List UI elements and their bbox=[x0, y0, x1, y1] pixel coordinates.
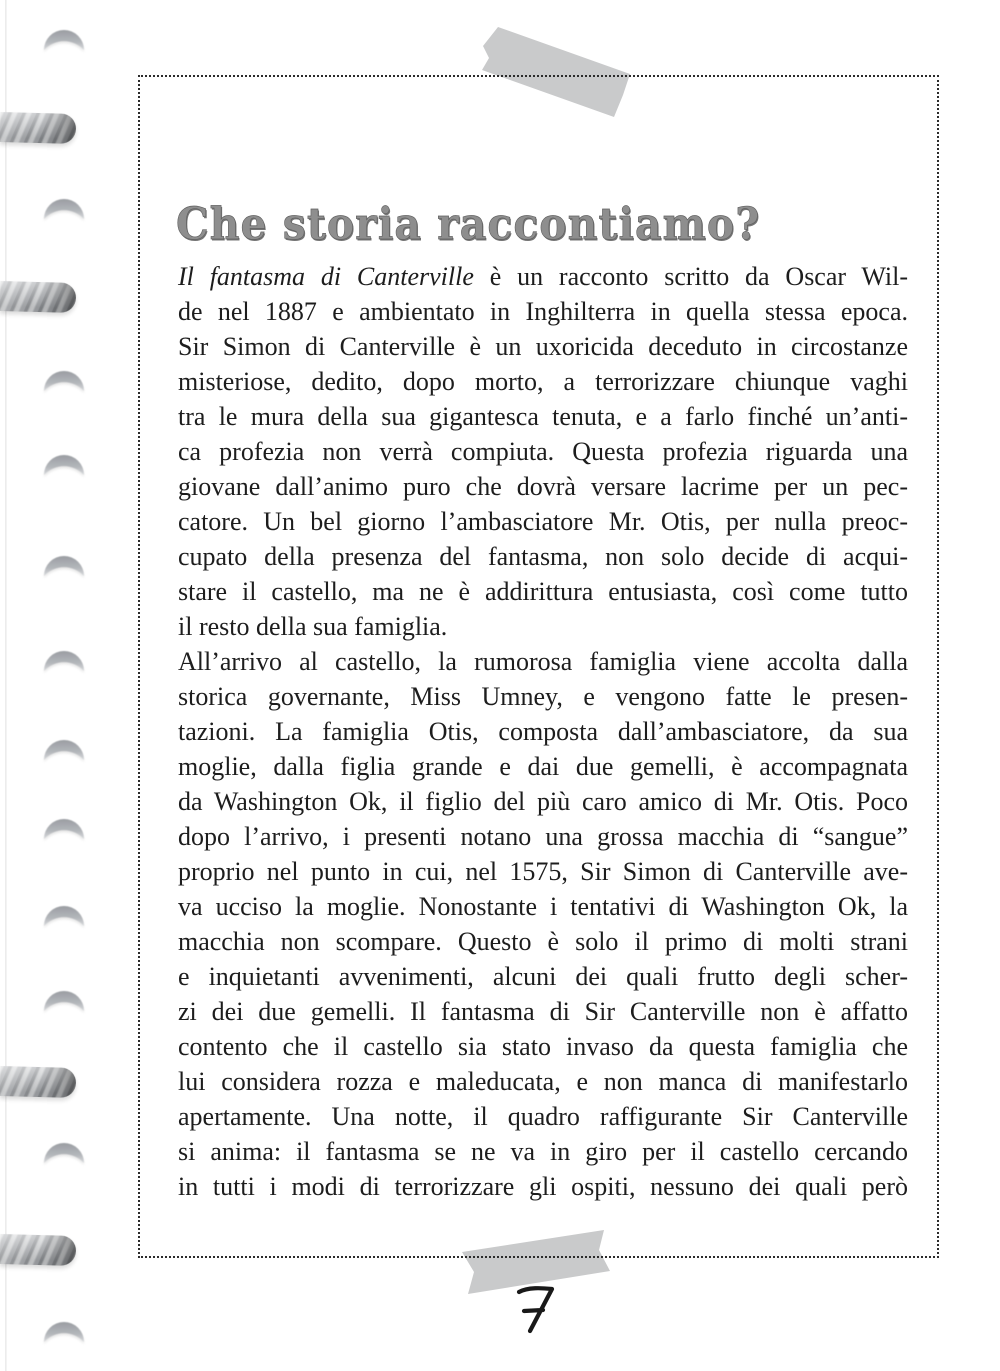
text-line: All’arrivo al castello, la rumorosa famiglia viene accolta dalla bbox=[178, 647, 908, 676]
text-line: si anima: il fantasma se ne va in giro per il castello cercando bbox=[178, 1137, 908, 1166]
text-line: zi dei due gemelli. Il fantasma di Sir Canterville non è affatto bbox=[178, 997, 908, 1026]
text-line: Sir Simon di Canterville è un uxoricida deceduto in circostanze bbox=[178, 332, 908, 361]
text-line: contento che il castello sia stato invaso da questa famiglia che bbox=[178, 1032, 908, 1061]
text-line: misteriose, dedito, dopo morto, a terrorizzare chiunque vaghi bbox=[178, 367, 908, 396]
text-line: tra le mura della sua gigantesca tenuta, e a farlo finché un’anti- bbox=[178, 402, 908, 431]
binding-hole-crescent-icon bbox=[42, 369, 86, 393]
binding-hole-crescent-icon bbox=[42, 904, 86, 928]
text-line: va ucciso la moglie. Nonostante i tentativi di Washington Ok, la bbox=[178, 892, 908, 921]
text-line: storica governante, Miss Umney, e vengono fatte le presen- bbox=[178, 682, 908, 711]
spiral-binding-coil-icon bbox=[0, 1234, 76, 1266]
paragraph bbox=[178, 644, 908, 1204]
page-title: Che storia raccontiamo? bbox=[176, 198, 761, 250]
binding-hole-crescent-icon bbox=[42, 738, 86, 762]
binding-hole-crescent-icon bbox=[42, 453, 86, 477]
binding-hole-crescent-icon bbox=[42, 989, 86, 1013]
text-line: giovane dall’animo puro che dovrà versare lacrime per un pec- bbox=[178, 472, 908, 501]
tape-top-icon bbox=[460, 10, 650, 130]
binding-hole-crescent-icon bbox=[42, 28, 86, 52]
text-line: e inquietanti avvenimenti, alcuni dei quali frutto degli scher- bbox=[178, 962, 908, 991]
spiral-binding-coil-icon bbox=[0, 1066, 76, 1098]
binding-hole-crescent-icon bbox=[42, 649, 86, 673]
binding-hole-crescent-icon bbox=[42, 197, 86, 221]
text-line: catore. Un bel giorno l’ambasciatore Mr. Otis, per nulla preoc- bbox=[178, 507, 908, 536]
binding-rail bbox=[0, 0, 130, 1371]
text-line: stare il castello, ma ne è addirittura entusiasta, così come tutto bbox=[178, 577, 908, 606]
binding-hole-crescent-icon bbox=[42, 1320, 86, 1344]
binding-hole-crescent-icon bbox=[42, 1141, 86, 1165]
text-line: cupato della presenza del fantasma, non solo decide di acqui- bbox=[178, 542, 908, 571]
handwritten-seven-icon bbox=[512, 1283, 562, 1338]
text-line: il resto della sua famiglia. bbox=[178, 612, 448, 641]
text-line: dopo l’arrivo, i presenti notano una grossa macchia di “sangue” bbox=[178, 822, 908, 851]
text-line: apertamente. Una notte, il quadro raffigurante Sir Canterville bbox=[178, 1102, 908, 1131]
binding-hole-crescent-icon bbox=[42, 817, 86, 841]
text-line: de nel 1887 e ambientato in Inghilterra in quella stessa epoca. bbox=[178, 297, 908, 326]
body-text bbox=[178, 259, 908, 1204]
italic-book-title: Il fantasma di Canterville bbox=[178, 262, 474, 291]
spiral-binding-coil-icon bbox=[0, 112, 76, 144]
text-line: in tutti i modi di terrorizzare gli ospiti, nessuno dei quali però bbox=[178, 1172, 908, 1201]
text-line: proprio nel punto in cui, nel 1575, Sir Simon di Canterville ave- bbox=[178, 857, 908, 886]
page-number bbox=[512, 1283, 562, 1338]
text-line: ca profezia non verrà compiuta. Questa profezia riguarda una bbox=[178, 437, 908, 466]
binding-hole-crescent-icon bbox=[42, 554, 86, 578]
spiral-binding-coil-icon bbox=[0, 281, 76, 313]
text-line: da Washington Ok, il figlio del più caro amico di Mr. Otis. Poco bbox=[178, 787, 908, 816]
text-line: tazioni. La famiglia Otis, composta dall’ambasciatore, da sua bbox=[178, 717, 908, 746]
text-line: Il fantasma di Canterville è un racconto scritto da Oscar Wil- bbox=[178, 262, 909, 291]
text-line: macchia non scompare. Questo è solo il primo di molti strani bbox=[178, 927, 908, 956]
paragraph bbox=[178, 259, 908, 644]
text-line: lui considera rozza e maleducata, e non manca di manifestarlo bbox=[178, 1067, 908, 1096]
text-line: moglie, dalla figlia grande e dai due gemelli, è accompagnata bbox=[178, 752, 908, 781]
